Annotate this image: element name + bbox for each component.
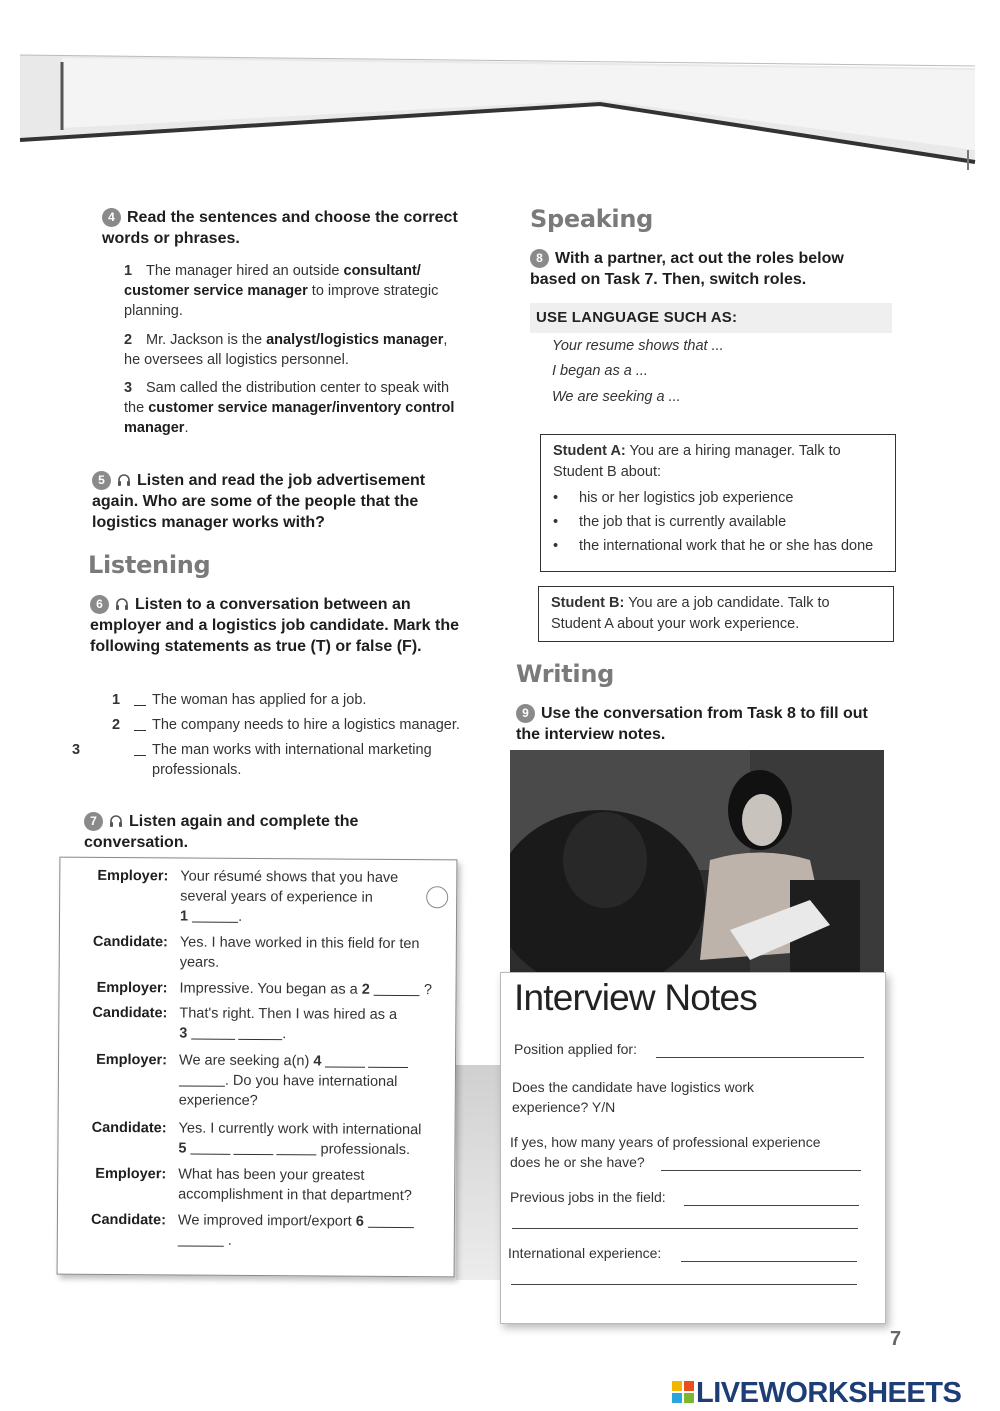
tf-blank-1[interactable] — [134, 694, 146, 706]
choice-2[interactable]: analyst/logistics manager — [266, 332, 444, 348]
previous-jobs-field-2[interactable] — [512, 1228, 858, 1229]
answer-blank-1[interactable] — [192, 922, 238, 923]
interview-photo — [510, 750, 884, 976]
international-label: International experience: — [508, 1245, 662, 1261]
answer-blank-6a[interactable] — [368, 1227, 414, 1228]
task5-instruction: 5 Listen and read the job advertisement again. Who are some of the people that the logistics manager works with? — [92, 472, 426, 531]
page-number: 7 — [890, 1328, 902, 1350]
student-b-box: Student B: You are a job candidate. Talk to Student A about your work experience. — [538, 586, 894, 642]
task4-item-1: 1 The manager hired an outside consultant/ customer service manager to improve strategic planning. — [124, 263, 439, 319]
answer-blank-3b[interactable] — [238, 1039, 282, 1040]
headphones-icon — [115, 597, 129, 611]
task6-item-1: 1 The woman has applied for a job. — [112, 692, 367, 708]
answer-blank-5a[interactable] — [190, 1154, 230, 1155]
years-question: If yes, how many years of professional experience does he or she have? — [510, 1134, 821, 1170]
student-a-bullet-3: • the international work that he or she has done — [553, 536, 883, 557]
decor-strip — [456, 1065, 501, 1280]
writing-title: Writing — [516, 660, 614, 688]
choice-1[interactable]: consultant/ customer service manager — [124, 263, 421, 299]
answer-blank-3a[interactable] — [191, 1039, 235, 1040]
answer-blank-5c[interactable] — [276, 1154, 316, 1155]
task6-number-icon: 6 — [90, 595, 109, 614]
task4-item-2: 2 Mr. Jackson is the analyst/logistics manager, he oversees all logistics personnel. — [124, 332, 448, 368]
phrase-1: Your resume shows that ... — [552, 338, 724, 354]
student-a-bullet-2: • the job that is currently available — [553, 512, 883, 533]
headphones-icon — [117, 473, 131, 487]
use-language-label: USE LANGUAGE SUCH AS: — [536, 309, 738, 326]
liveworksheets-logo-icon — [672, 1381, 694, 1403]
interview-notes-card — [500, 972, 886, 1324]
position-field[interactable] — [656, 1057, 864, 1058]
task6-item-2: 2 The company needs to hire a logistics manager. — [112, 717, 460, 733]
years-field[interactable] — [661, 1170, 861, 1171]
task7-number-icon: 7 — [84, 812, 103, 831]
answer-blank-4a[interactable] — [325, 1066, 365, 1067]
task4-number-icon: 4 — [102, 208, 121, 227]
answer-blank-4c[interactable] — [179, 1085, 225, 1086]
international-field-1[interactable] — [681, 1261, 857, 1262]
header-band — [0, 0, 1000, 170]
task7-instruction: 7 Listen again and complete the conversation. — [84, 813, 359, 851]
task9-instruction: 9 Use the conversation from Task 8 to fill out the interview notes. — [516, 705, 868, 743]
task4-item-3: 3 Sam called the distribution center to speak with the customer service manager/inventory control manager. — [124, 380, 455, 436]
tf-blank-3[interactable] — [134, 744, 146, 756]
watermark: LIVEWORKSHEETS — [696, 1377, 962, 1409]
conversation-box: Employer: Your résumé shows that you have several years of experience in 1 . Candidate: Yes. I have worked in this field for ten years. Employer: Impressive. You began as a 2 ? Candidate: That's right. Then I was hired as a 3 . Employer: We are seeking a(n) 4 . Do you have international experience? Candidate: Yes. I currently work with international 5 professionals. Employer: What has been your greatest accomplishment in that department? Candidate: We improved import/export 6 . — [57, 857, 458, 1278]
task8-instruction: 8 With a partner, act out the roles below based on Task 7. Then, switch roles. — [530, 250, 844, 288]
notes-title: Interview Notes — [514, 977, 757, 1018]
answer-blank-5b[interactable] — [233, 1154, 273, 1155]
tf-blank-2[interactable] — [134, 719, 146, 731]
logistics-question: Does the candidate have logistics work experience? Y/N — [512, 1079, 755, 1115]
student-a-box: Student A: You are a hiring manager. Talk to Student B about: • his or her logistics job experience • the job that is currently available • the international work that he or she has done — [540, 434, 896, 572]
task6-item-3: 3 The man works with international marketing professionals. — [72, 742, 432, 778]
choice-3[interactable]: customer service manager/inventory control manager — [124, 400, 455, 436]
answer-blank-6b[interactable] — [178, 1245, 224, 1246]
task8-number-icon: 8 — [530, 249, 549, 268]
listening-title: Listening — [88, 551, 211, 579]
task5-number-icon: 5 — [92, 471, 111, 490]
task6-instruction: 6 Listen to a conversation between an employer and a logistics job candidate. Mark the following statements as true (T) or false (F). — [90, 596, 459, 655]
position-label: Position applied for: — [514, 1041, 637, 1057]
phrase-2: I began as a ... — [552, 363, 648, 379]
headphones-icon — [109, 814, 123, 828]
answer-blank-2[interactable] — [374, 995, 420, 996]
answer-blank-4b[interactable] — [368, 1067, 408, 1068]
student-a-bullet-1: • his or her logistics job experience — [553, 488, 883, 509]
previous-jobs-field-1[interactable] — [684, 1205, 859, 1206]
task9-number-icon: 9 — [516, 704, 535, 723]
speaking-title: Speaking — [530, 205, 653, 233]
international-field-2[interactable] — [511, 1284, 857, 1285]
previous-jobs-label: Previous jobs in the field: — [510, 1189, 666, 1205]
phrase-3: We are seeking a ... — [552, 389, 681, 405]
task4-instruction: 4 Read the sentences and choose the correct words or phrases. — [102, 209, 458, 247]
